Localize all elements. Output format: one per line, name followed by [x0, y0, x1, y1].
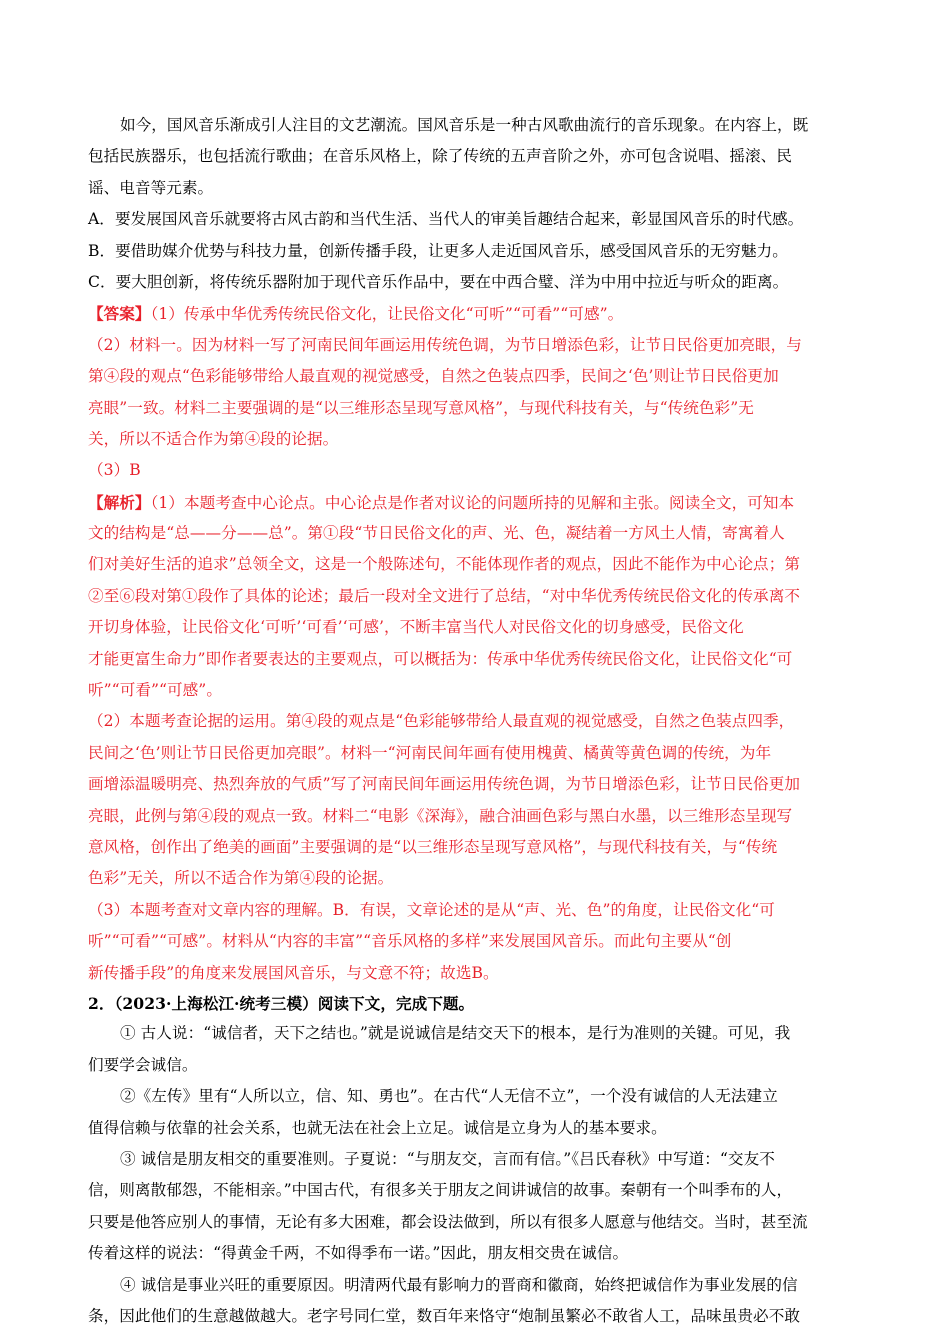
- material-line: 如今，国风音乐渐成引人注目的文艺潮流。国风音乐是一种古风歌曲流行的音乐现象。在内容上，既: [120, 116, 809, 134]
- analysis-line-1: [88, 487, 860, 518]
- paragraph-line: 信，则离散郁怨，不能相亲。”中国古代，有很多关于朋友之间讲诚信的故事。秦朝有一个叫季布的人，: [88, 1181, 793, 1200]
- analysis-section: [88, 487, 860, 989]
- paragraph-line: 传着这样的说法：“得黄金千两，不如得季布一诺。”因此，朋友相交贵在诚信。: [88, 1244, 629, 1263]
- paragraph-line: ① 古人说：“诚信者，天下之结也。”就是说诚信是结交天下的根本，是行为准则的关键。可见，我: [120, 1024, 791, 1043]
- paragraph-line: ②《左传》里有“人所以立，信、知、勇也”。在古代“人无信不立”，一个没有诚信的人无法建立: [120, 1087, 778, 1106]
- question-2: [88, 989, 860, 1332]
- paragraph-line: ④ 诚信是事业兴旺的重要原因。明清两代最有影响力的晋商和徽商，始终把诚信作为事业发展的信: [120, 1275, 798, 1294]
- analysis-part-3-line: 新传播手段”的角度来发展国风音乐，与文意不符；故选B。: [88, 963, 499, 982]
- answer-part-2-line: 亮眼”一致。材料二主要强调的是“以三维形态呈现写意风格”，与现代科技有关，与“传统色彩”无: [88, 398, 754, 417]
- analysis-part-2-line: 画增添温暖明亮、热烈奔放的气质”写了河南民间年画运用传统色调，为节日增添色彩，让节日民俗更加: [88, 775, 800, 794]
- answer-part-2-line: （2）材料一。因为材料一写了河南民间年画运用传统色调，为节日增添色彩，让节日民俗更加亮眼，与: [88, 335, 802, 354]
- material-line: 谣、电音等元素。: [88, 178, 214, 197]
- material-passage: [88, 110, 860, 204]
- analysis-part-2-line: 民间之‘色’则让节日民俗更加亮眼”。材料一“河南民间年画有使用槐黄、橘黄等黄色调的传统，为年: [88, 743, 772, 762]
- options-list: [88, 204, 860, 298]
- answer-part-1: （1）传承中华优秀传统民俗文化，让民俗文化“可听”“可看”“可感”。: [150, 305, 624, 324]
- question-2-title: 2．（2023·上海松江·统考三模）阅读下文，完成下题。: [88, 993, 475, 1013]
- paragraph-line: 值得信赖与依靠的社会关系，也就无法在社会上立足。诚信是立身为人的基本要求。: [88, 1118, 667, 1137]
- analysis-part-1-line: 才能更富生命力”即作者要表达的主要观点，可以概括为：传承中华优秀传统民俗文化，让民俗文化“可: [88, 649, 793, 668]
- analysis-part-2-line: 意风格，创作出了绝美的画面”主要强调的是“以三维形态呈现写意风格”，与现代科技有关，与“传统: [88, 837, 778, 856]
- document-page: [88, 110, 860, 1332]
- question-2-paragraph-3: [88, 1144, 860, 1270]
- paragraph-line: ③ 诚信是朋友相交的重要准则。子夏说：“与朋友交，言而有信。”《吕氏春秋》中写道：“交友不: [120, 1150, 775, 1168]
- analysis-part-1-line: 文的结构是“总——分——总”。第①段“节日民俗文化的声、光、色，凝结着一方风土人情，寄寓着人: [88, 524, 785, 543]
- question-2-paragraph-2: [88, 1081, 860, 1144]
- analysis-part-1-line: ②至⑥段对第①段作了具体的论述；最后一段对全文进行了总结，“对中华优秀传统民俗文化的传承离不: [88, 586, 800, 605]
- analysis-part-3-line: 听”“可看”“可感”。材料从“内容的丰富”“音乐风格的多样”来发展国风音乐。而此句主要从“创: [88, 932, 732, 951]
- option-b: B．要借助媒介优势与科技力量，创新传播手段，让更多人走近国风音乐，感受国风音乐的无穷魅力。: [88, 241, 788, 260]
- analysis-part-2-line: （2）本题考查论据的运用。第④段的观点是“色彩能够带给人最直观的视觉感受，自然之色装点四季，: [88, 712, 795, 731]
- analysis-label: 【解析】: [88, 492, 151, 512]
- answer-part-2-line: 关，所以不适合作为第④段的论据。: [88, 429, 339, 448]
- paragraph-line: 们要学会诚信。: [88, 1055, 198, 1074]
- option-a: A．要发展国风音乐就要将古风古韵和当代生活、当代人的审美旨趣结合起来，彰显国风音乐的时代感。: [88, 210, 804, 229]
- analysis-part-1-line: 听”“可看”“可感”。: [88, 681, 222, 700]
- analysis-part-3-line: （3）本题考查对文章内容的理解。B．有误，文章论述的是从“声、光、色”的角度，让民俗文化“可: [88, 900, 775, 919]
- answer-part-2-line: 第④段的观点“色彩能够带给人最直观的视觉感受，自然之色装点四季，民间之‘色’则让节日民俗更加: [88, 367, 779, 386]
- analysis-part-2-line: 亮眼，此例与第④段的观点一致。材料二“电影《深海》，融合油画色彩与黑白水墨，以三维形态呈现写: [88, 806, 793, 825]
- analysis-part-1-line: 们对美好生活的追求”总领全文，这是一个般陈述句，不能体现作者的观点，因此不能作为中心论点；第: [88, 555, 800, 574]
- question-2-paragraph-4: [88, 1270, 860, 1333]
- paragraph-line: 条，因此他们的生意越做越大。老字号同仁堂，数百年来恪守“炮制虽繁必不敢省人工，品味虽贵必不敢: [88, 1306, 800, 1325]
- option-c: C．要大胆创新，将传统乐器附加于现代音乐作品中，要在中西合璧、洋为中用中拉近与听众的距离。: [88, 272, 789, 291]
- paragraph-line: 只要是他答应别人的事情，无论有多大困难，都会设法做到，所以有很多人愿意与他结交。当时，甚至流: [88, 1212, 808, 1231]
- material-line: 包括民族器乐，也包括流行歌曲；在音乐风格上，除了传统的五声音阶之外，亦可包含说唱、摇滚、民: [88, 147, 792, 166]
- answer-section: [88, 298, 860, 486]
- analysis-part-1-line: （1）本题考查中心论点。中心论点是作者对议论的问题所持的见解和主张。阅读全文，可知本: [150, 493, 795, 512]
- analysis-part-1-line: 开切身体验，让民俗文化‘可听’‘可看’‘可感’，不断丰富当代人对民俗文化的切身感受，民俗文化: [88, 618, 744, 637]
- question-2-paragraph-1: [88, 1018, 860, 1081]
- answer-line-1: [88, 298, 860, 329]
- analysis-part-2-line: 色彩”无关，所以不适合作为第④段的论据。: [88, 869, 394, 888]
- answer-part-3: （3）B: [88, 461, 141, 480]
- answer-label: 【答案】: [88, 304, 151, 324]
